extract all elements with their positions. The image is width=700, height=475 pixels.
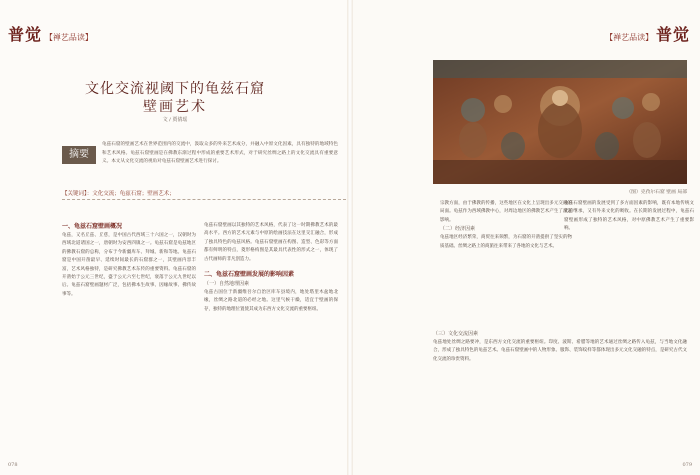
body-text: 龟兹，又名丘兹、丘慈，是中国古代西域三十六国之一，汉朝时为西域北道诸国之一，唐朝时为安西四镇之一。龟兹石窟是龟兹地区的佛教石窟的总称，分布于今新疆库车、拜城、新和等地。龟兹石窟是中国开凿最早、延续时间最长的石窟群之一，其壁画内容丰富，艺术风格独特，是研究佛教艺术东传的重要资料。龟兹石窟的开凿始于公元三世纪，盛于公元六至七世纪，衰落于公元九世纪以后。龟兹石窟壁画题材广泛，包括佛本生故事、因缘故事、佛传故事等。	[62, 233, 196, 297]
body-column-right-3	[433, 330, 687, 364]
page-number: 078	[8, 462, 18, 468]
column-label: 【禅艺品读】	[605, 33, 654, 42]
body-column-right-2	[564, 200, 694, 234]
body-column-1	[62, 222, 196, 299]
body-column-2	[204, 222, 338, 314]
body-text: 龟兹古国位于新疆维吾尔自治区库车县境内，地处塔里木盆地北缘，丝绸之路北道的必经之地。这里气候干燥，适宜于壁画的保存，独特的地理位置使其成为东西方文化交流的重要枢纽。	[204, 290, 338, 312]
masthead-left	[8, 22, 93, 45]
figure-caption: （图）克孜尔石窟 壁画 局部	[626, 190, 687, 195]
body-text: 龟兹石窟壁画以其独特的艺术风格，代表了这一时期佛教艺术的最高水平。西方的艺术元素与中原的绘画技法在这里交汇融合，形成了独具特色的龟兹风格。龟兹石窟壁画在构图、造型、色彩等方面都有鲜明的特点，菱形格构图是其最具代表性的形式之一，体现了古代画师的非凡创造力。	[204, 223, 338, 262]
section-heading-2: 二、龟兹石窟壁画发展的影响因素	[204, 271, 295, 279]
column-label: 【禅艺品读】	[44, 33, 93, 42]
mural-photo	[433, 60, 687, 184]
brand-logo: 普觉	[655, 25, 690, 44]
gutter	[347, 0, 353, 475]
subsection-heading: （三）文化交流因素	[433, 331, 479, 337]
masthead-right	[605, 22, 690, 45]
abstract-label: 摘要	[62, 146, 96, 164]
brand-logo: 普觉	[8, 25, 43, 44]
page-number: 079	[682, 462, 692, 468]
body-text: 龟兹石窟壁画的发展受到了多方面因素的影响，既有本地传统文化的继承，又有外来文化的吸收。在长期的发展过程中，龟兹石窟壁画形成了独特的艺术风格，对中原佛教艺术产生了重要影响。	[564, 201, 694, 232]
subsection-heading: （二）经济因素	[440, 226, 476, 233]
subsection-heading: （一）自然地理因素	[204, 281, 250, 288]
mural-illustration	[433, 60, 687, 184]
keywords: 【关键词】：文化交流；龟兹石窟；壁画艺术；	[62, 191, 175, 197]
article-title-line2: 壁画艺术	[143, 99, 207, 115]
body-text: 龟兹地处丝绸之路要冲，是东西方文化交流的重要枢纽。印度、波斯、希腊等地的艺术通过丝绸之路传入龟兹，与当地文化融合，形成了独具特色的龟兹艺术。龟兹石窟壁画中的人物形象、服饰、装饰纹样等都体现出多元文化交融的特点，是研究古代文化交流的珍贵资料。	[433, 340, 687, 362]
divider	[62, 199, 346, 200]
section-heading-1: 一、龟兹石窟壁画概况	[62, 223, 123, 230]
abstract-text: 龟兹石窟的壁画艺术在世界范围内的交流中，汲取众多的外来艺术成分，并融入中原文化因素，具有独特的地域特色和艺术风格。龟兹石窟壁画是在佛教东渐过程中形成的重要艺术形式，对于研究丝绸之路上的文化交流具有重要意义。本文从文化交流的视角对龟兹石窟壁画艺术进行探讨。	[102, 142, 338, 165]
article-author: 文 / 贾倩瑶	[162, 117, 188, 123]
body-text: 龟兹地区经济繁荣，商贸往来频繁，为石窟的开凿提供了坚实的物质基础。丝绸之路上的商旅往来带来了各地的文化与艺术。	[440, 235, 572, 249]
article-title-line1: 文化交流视阈下的龟兹石窟	[85, 81, 265, 97]
body-column-right-1	[440, 200, 572, 251]
body-text: 宗教方面，由于佛教的传播，这些地区在文化上呈现出多元交融的局面。龟兹作为西域佛教中心，对周边地区的佛教艺术产生了深远影响。	[440, 201, 572, 223]
